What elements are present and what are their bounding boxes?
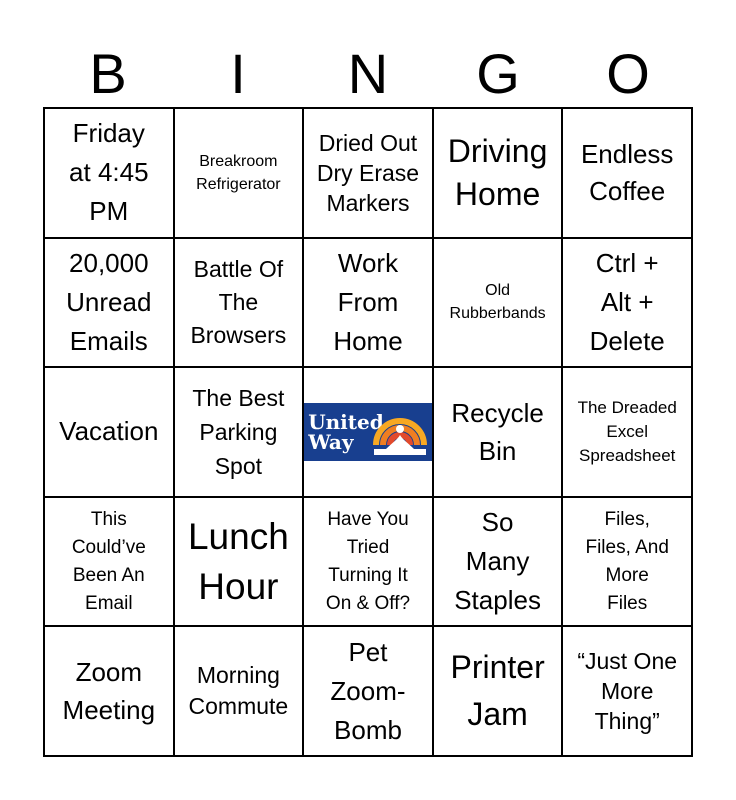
bingo-cell[interactable]: Endless Coffee — [563, 109, 693, 239]
bingo-cell[interactable]: Dried Out Dry Erase Markers — [304, 109, 434, 239]
free-space-cell[interactable] — [304, 368, 434, 498]
header-letter-b: B — [89, 42, 127, 105]
header-letter-o: O — [606, 42, 650, 105]
bingo-cell[interactable]: Recycle Bin — [434, 368, 564, 498]
bingo-cell[interactable]: So Many Staples — [434, 498, 564, 628]
bingo-grid — [43, 107, 693, 757]
bingo-cell[interactable]: “Just One More Thing” — [563, 627, 693, 757]
header-letter-i: I — [230, 42, 246, 105]
bingo-cell[interactable]: Ctrl + Alt + Delete — [563, 239, 693, 369]
bingo-cell[interactable]: Driving Home — [434, 109, 564, 239]
bingo-cell[interactable]: Friday at 4:45 PM — [45, 109, 175, 239]
united-way-hand-rainbow-icon — [372, 405, 428, 459]
bingo-cell[interactable]: This Could’ve Been An Email — [45, 498, 175, 628]
bingo-cell[interactable]: Breakroom Refrigerator — [175, 109, 305, 239]
header-letter-g: G — [476, 42, 520, 105]
bingo-cell[interactable]: Battle Of The Browsers — [175, 239, 305, 369]
bingo-cell[interactable]: The Best Parking Spot — [175, 368, 305, 498]
bingo-cell[interactable]: Old Rubberbands — [434, 239, 564, 369]
united-way-logo: United Way — [304, 403, 432, 461]
bingo-cell[interactable]: Morning Commute — [175, 627, 305, 757]
bingo-cell[interactable]: Zoom Meeting — [45, 627, 175, 757]
bingo-cell[interactable]: Work From Home — [304, 239, 434, 369]
bingo-cell[interactable]: Printer Jam — [434, 627, 564, 757]
bingo-cell[interactable]: 20,000 Unread Emails — [45, 239, 175, 369]
header-letter-n: N — [347, 42, 389, 105]
bingo-cell[interactable]: Pet Zoom- Bomb — [304, 627, 434, 757]
bingo-header — [43, 40, 693, 108]
bingo-cell[interactable]: Lunch Hour — [175, 498, 305, 628]
bingo-cell[interactable]: Files, Files, And More Files — [563, 498, 693, 628]
bingo-cell[interactable]: Vacation — [45, 368, 175, 498]
bingo-cell[interactable]: Have You Tried Turning It On & Off? — [304, 498, 434, 628]
bingo-cell[interactable]: The Dreaded Excel Spreadsheet — [563, 368, 693, 498]
